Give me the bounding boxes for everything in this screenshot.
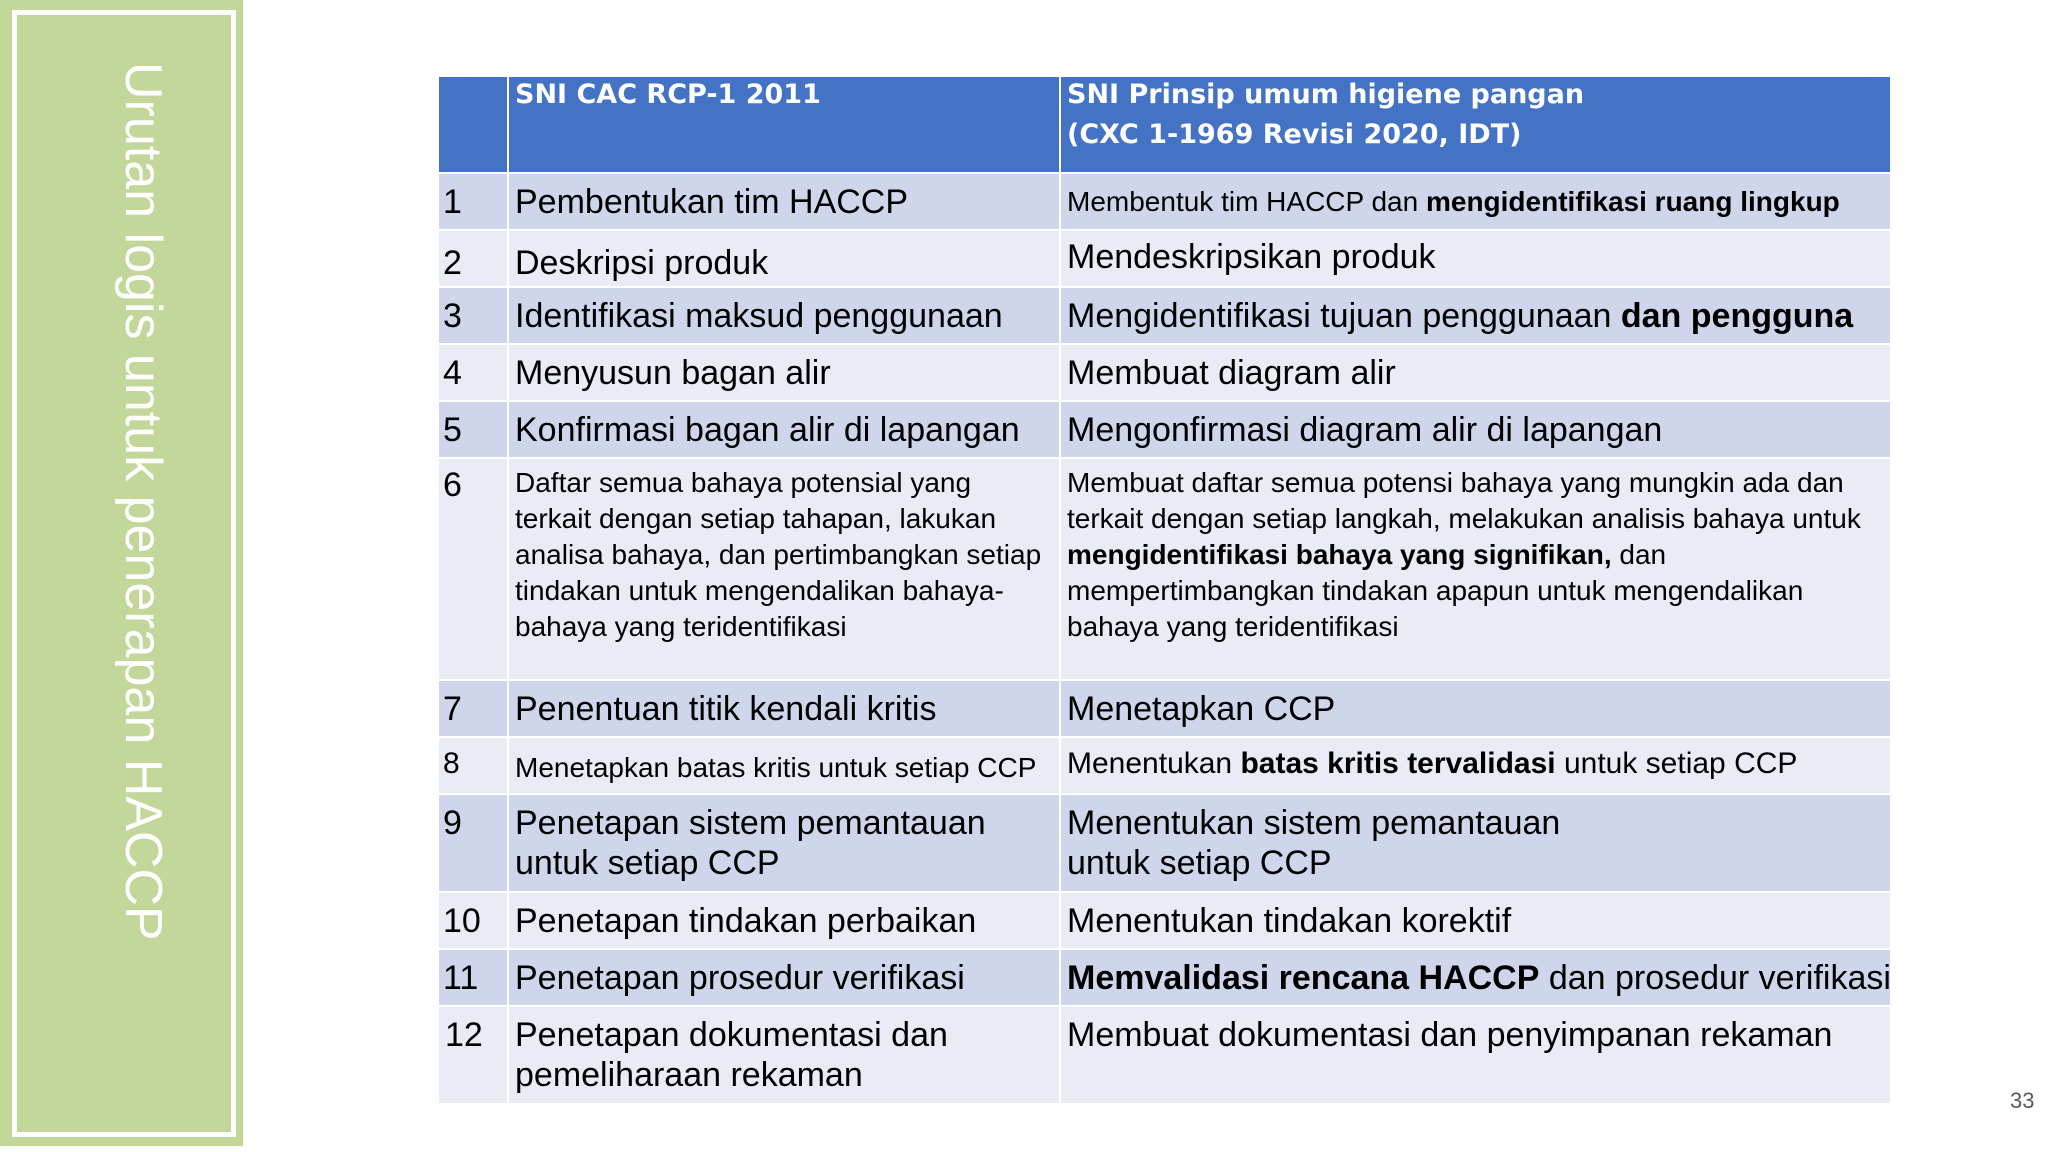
row-number: 11 <box>438 949 508 1006</box>
table-row <box>438 1006 1891 1104</box>
row-col2 <box>1060 173 1891 230</box>
row-number: 9 <box>438 794 508 892</box>
row-col2: Menentukan sistem pemantauan untuk setiap CCP <box>1060 794 1891 892</box>
row-col1: Konfirmasi bagan alir di lapangan <box>508 401 1060 458</box>
row-col2-text: Membentuk tim HACCP dan <box>1067 186 1426 217</box>
row-col2: Membuat diagram alir <box>1060 344 1891 401</box>
haccp-table <box>437 75 1892 1105</box>
header-col1-text: SNI CAC RCP-1 2011 <box>515 79 821 110</box>
row-col1: Penetapan dokumentasi dan pemeliharaan rekaman <box>508 1006 1060 1104</box>
row-number: 3 <box>438 287 508 344</box>
row-col2-text-end: dan mempertimbangkan tindakan apapun untuk mengendalikan bahaya yang teridentifikasi <box>1067 539 1804 642</box>
row-col2-text: Mengidentifikasi tujuan penggunaan <box>1067 297 1621 335</box>
row-col1: Menyusun bagan alir <box>508 344 1060 401</box>
row-col2 <box>1060 287 1891 344</box>
table-row <box>438 458 1891 680</box>
row-col2-text-end: untuk setiap CCP <box>1555 747 1798 780</box>
row-col1: Penetapan tindakan perbaikan <box>508 892 1060 949</box>
row-number: 1 <box>438 173 508 230</box>
row-col2 <box>1060 458 1891 680</box>
header-col1 <box>508 76 1060 173</box>
row-col2: Mendeskripsikan produk <box>1060 230 1891 287</box>
row-col2-text: Membuat daftar semua potensi bahaya yang mungkin ada dan terkait dengan setiap langkah, melakukan analisis bahaya untuk <box>1067 467 1861 534</box>
row-number: 8 <box>438 737 508 794</box>
row-number: 7 <box>438 680 508 737</box>
row-col1: Menetapkan batas kritis untuk setiap CCP <box>508 737 1060 794</box>
row-col2: Menetapkan CCP <box>1060 680 1891 737</box>
row-col2-text: Menentukan <box>1067 747 1241 780</box>
row-col2: Mengonfirmasi diagram alir di lapangan <box>1060 401 1891 458</box>
row-col2-bold: Memvalidasi rencana HACCP <box>1067 959 1540 997</box>
row-number: 4 <box>438 344 508 401</box>
page-number: 33 <box>2010 1088 2035 1113</box>
table-row <box>438 173 1891 230</box>
row-col2-bold: mengidentifikasi ruang lingkup <box>1425 186 1840 217</box>
header-col2-line2: (CXC 1-1969 Revisi 2020, IDT) <box>1067 119 1522 150</box>
row-col2 <box>1060 949 1891 1006</box>
side-title: Urutan logis untuk penerapan HACCP <box>114 62 172 941</box>
table-row <box>438 737 1891 794</box>
row-col2-bold: mengidentifikasi bahaya yang signifikan, <box>1067 539 1612 570</box>
row-col2 <box>1060 737 1891 794</box>
row-number: 5 <box>438 401 508 458</box>
row-col1: Daftar semua bahaya potensial yang terkait dengan setiap tahapan, lakukan analisa bahaya, dan pertimbangkan setiap tindakan untuk mengendalikan bahaya-bahaya yang teridentifikasi <box>508 458 1060 680</box>
row-col1: Penentuan titik kendali kritis <box>508 680 1060 737</box>
table-row <box>438 230 1891 287</box>
row-col1: Pembentukan tim HACCP <box>508 173 1060 230</box>
table-header-row <box>438 76 1891 173</box>
table-row <box>438 892 1891 949</box>
row-number: 12 <box>438 1006 508 1104</box>
row-col2: Membuat dokumentasi dan penyimpanan rekaman <box>1060 1006 1891 1104</box>
row-number: 10 <box>438 892 508 949</box>
table-row <box>438 949 1891 1006</box>
row-number: 2 <box>438 230 508 287</box>
header-num-cell <box>438 76 508 173</box>
header-col2-line1: SNI Prinsip umum higiene pangan <box>1067 79 1585 110</box>
row-col2-bold: dan pengguna <box>1620 297 1854 335</box>
side-panel <box>0 0 243 1146</box>
row-col1: Deskripsi produk <box>508 230 1060 287</box>
table-row <box>438 794 1891 892</box>
table-row <box>438 287 1891 344</box>
table-row <box>438 401 1891 458</box>
row-col1: Penetapan sistem pemantauan untuk setiap CCP <box>508 794 1060 892</box>
row-number: 6 <box>438 458 508 680</box>
row-col2-text-end: dan prosedur verifikasi <box>1539 959 1891 997</box>
row-col2: Menentukan tindakan korektif <box>1060 892 1891 949</box>
row-col1: Penetapan prosedur verifikasi <box>508 949 1060 1006</box>
table-row <box>438 344 1891 401</box>
row-col2-bold: batas kritis tervalidasi <box>1240 747 1556 780</box>
row-col1: Identifikasi maksud penggunaan <box>508 287 1060 344</box>
header-col2 <box>1060 76 1891 173</box>
table-row <box>438 680 1891 737</box>
